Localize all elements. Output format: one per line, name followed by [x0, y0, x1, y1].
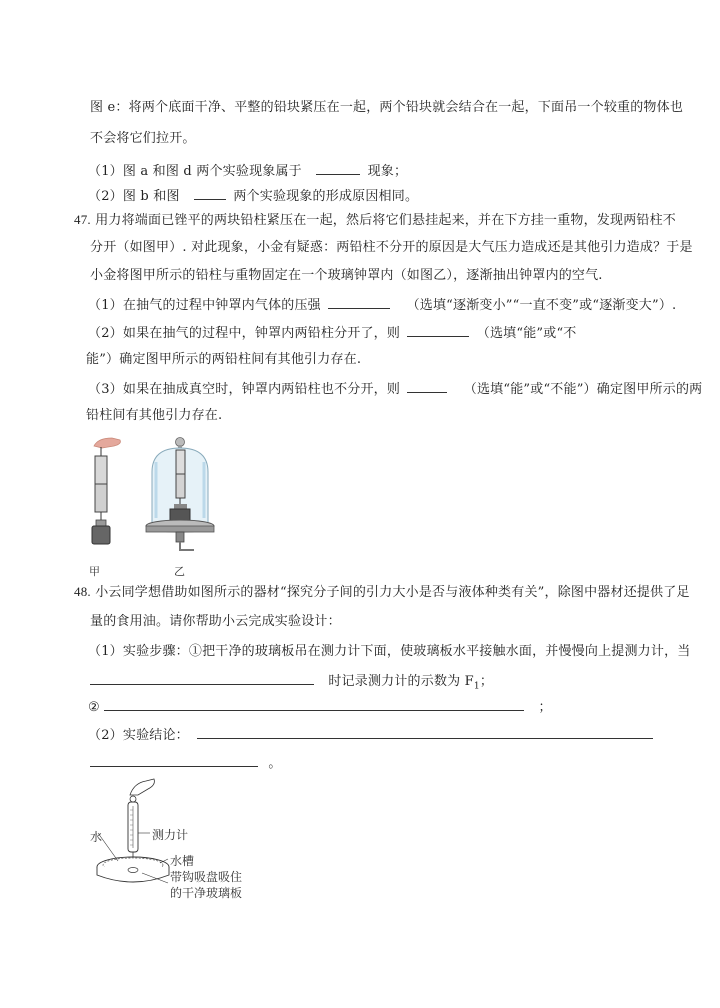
prev-subquestion-1 [88, 162, 407, 180]
q48-step1-cont: 时记录测力计的示数为 F [328, 674, 474, 689]
q48-stem-text-1: 小云同学想借助如图所示的器材“探究分子间的引力大小是否与液体种类有关”，除图中器材还提供了足 [95, 585, 690, 600]
q47-subquestion-1 [88, 296, 676, 314]
figure-label-jia: 甲 [89, 565, 100, 578]
lead-cylinder-top [95, 456, 107, 484]
q47-stem-text-1: 用力将端面已锉平的两块铅柱紧压在一起，然后将它们悬挂起来，并在下方挂一重物，发现两铅柱不 [95, 213, 677, 228]
lead-cylinders-hand-figure [84, 432, 134, 562]
prev-q1-suffix: 现象； [367, 164, 408, 179]
figure-label-yi: 乙 [174, 565, 185, 578]
label-water-tank: 水槽 [170, 854, 195, 868]
q48-step2-line [88, 698, 552, 716]
glass-plate [128, 868, 138, 873]
fig-e-description-line-1: 图 e：将两个底面干净、平整的铅块紧压在一起，两个铅块就会结合在一起，下面吊一个较重的物体也 [90, 100, 684, 115]
q47-sub2-suffix: （选填“能”或“不 [476, 326, 577, 341]
q47-sub3-continued: 铅柱间有其他引力存在. [86, 408, 223, 423]
q48-conclusion-answer-blank[interactable] [197, 726, 653, 739]
q48-number: 48. [74, 584, 91, 599]
q47-sub1-suffix: （选填“逐渐变小”“一直不变”或“逐渐变大”）. [406, 298, 677, 313]
q47-sub3-suffix: （选填“能”或“不能”）确定图甲所示的两 [463, 382, 703, 397]
q47-number: 47. [74, 212, 91, 227]
q47-sub2-answer-blank[interactable] [407, 324, 469, 337]
q47-stem-line-2: 分开（如图甲）. 对此现象，小金有疑惑：两铅柱不分开的原因是大气压力造成还是其他引力造成？于是 [90, 240, 693, 255]
q47-sub1-prefix: （1）在抽气的过程中钟罩内气体的压强 [88, 298, 321, 313]
q47-subquestion-2 [88, 324, 577, 342]
q47-sub3-prefix: （3）如果在抽成真空时，钟罩内两铅柱也不分开，则 [88, 382, 401, 397]
q48-step2-answer-blank[interactable] [104, 698, 524, 711]
q47-sub1-answer-blank[interactable] [328, 296, 390, 309]
q47-sub2-prefix: （2）如果在抽气的过程中，钟罩内两铅柱分开了，则 [88, 326, 401, 341]
prev-q2-answer-blank[interactable] [194, 187, 226, 200]
q48-step1-line: （1）实验步骤：①把干净的玻璃板吊在测力计下面，使玻璃板水平接触水面，并慢慢向上提测力计，当 [88, 644, 691, 659]
q47-stem-line-1 [74, 212, 676, 229]
prev-q1-answer-blank[interactable] [316, 162, 360, 175]
fig-e-description-line-2: 不会将它们拉开。 [90, 131, 196, 146]
hand-illustration [94, 438, 120, 448]
q48-conclusion-answer-blank-2[interactable] [90, 754, 258, 767]
q48-stem-line-1 [74, 584, 690, 601]
bell-jar-figure [140, 432, 220, 562]
valve-handle [180, 542, 194, 550]
q47-stem-line-3: 小金将图甲所示的铅柱与重物固定在一个玻璃钟罩内（如图乙），逐渐抽出钟罩内的空气. [90, 268, 603, 283]
prev-q2-suffix: 两个实验现象的形成原因相同。 [233, 189, 419, 204]
hand-illustration [130, 779, 154, 795]
q48-conclusion-end: 。 [268, 756, 282, 771]
q48-conclusion-label: （2）实验结论： [88, 728, 189, 743]
label-water: 水 [90, 830, 103, 844]
prev-subquestion-2 [88, 187, 418, 205]
q48-step1-end: ； [479, 674, 494, 689]
q47-sub2-continued: 能”）确定图甲所示的两铅柱间有其他引力存在. [86, 352, 362, 367]
q48-f1-subscript: 1 [473, 681, 480, 692]
q47-sub3-answer-blank[interactable] [407, 380, 447, 393]
lead-cylinder-bottom [95, 484, 107, 512]
prev-q1-prefix: （1）图 a 和图 d 两个实验现象属于 [88, 164, 302, 179]
q48-step1-continued [90, 672, 493, 695]
prev-q2-prefix: （2）图 b 和图 [88, 189, 180, 204]
label-glass-plate-1: 带钩吸盘吸住 [170, 870, 243, 884]
q48-stem-line-2: 量的食用油。请你帮助小云完成实验设计： [90, 614, 341, 629]
q48-conclusion-line [88, 726, 656, 744]
label-force-meter: 测力计 [152, 828, 189, 842]
weight-block [92, 526, 110, 544]
q48-step2-marker: ② [88, 700, 100, 715]
q48-step1-answer-blank[interactable] [90, 672, 314, 685]
q47-subquestion-3 [88, 380, 702, 398]
q48-step2-suffix: ； [538, 700, 552, 715]
q48-conclusion-continued [90, 754, 282, 772]
label-glass-plate-2: 的干净玻璃板 [170, 886, 243, 900]
